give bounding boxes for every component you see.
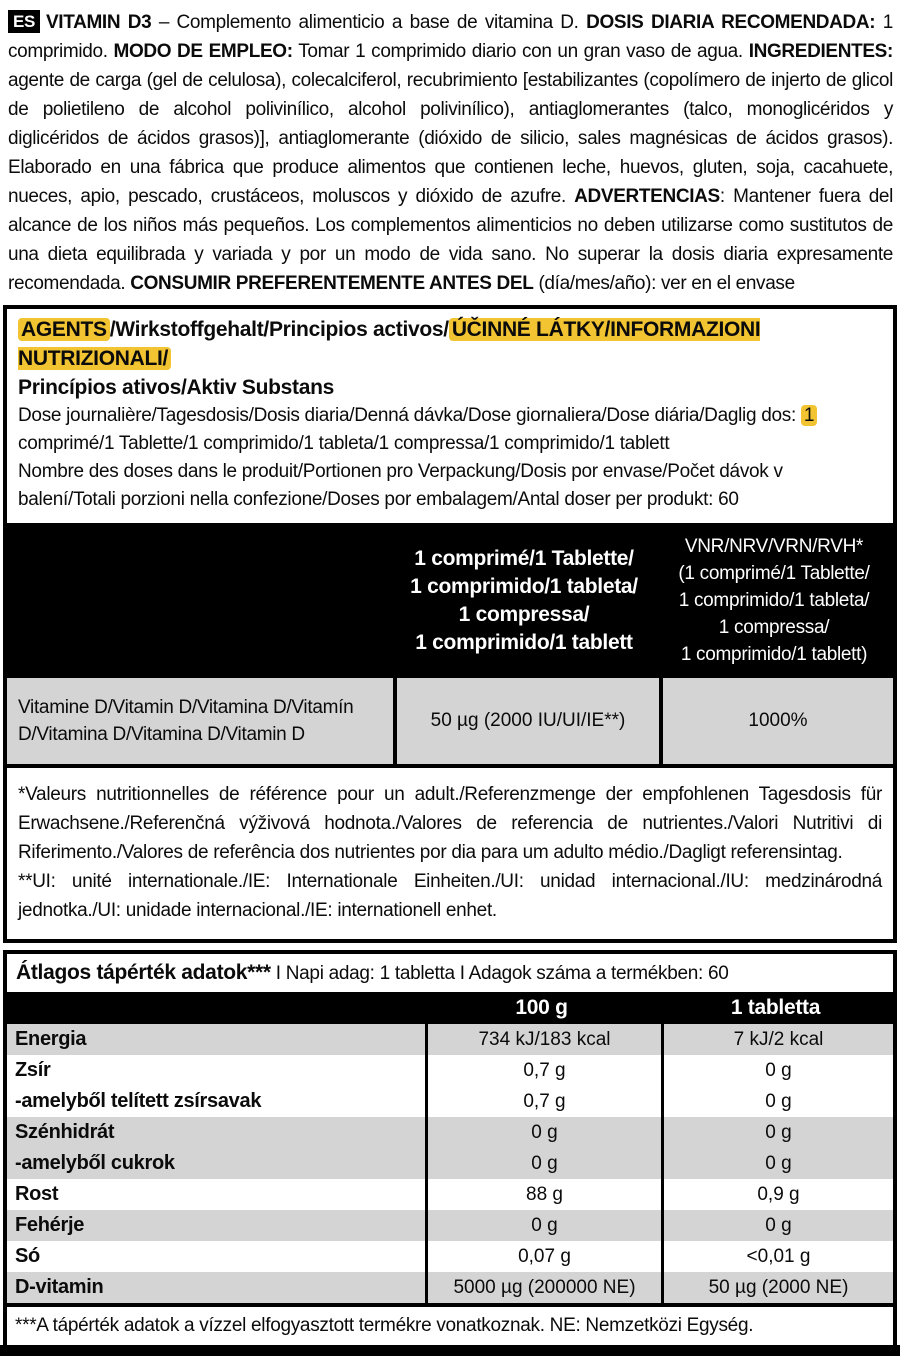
language-badge: ES — [8, 10, 40, 33]
row-pertab: 0 g — [661, 1055, 893, 1086]
nutrition-box — [3, 950, 897, 1351]
row-pertab: 0 g — [661, 1086, 893, 1117]
warnings-text: : Mantener fuera del alcance de los niños más pequeños. Los complementos alimenticios no deben utilizarse como sustitutos de una dieta equilibrada y variada y por un modo de vida sano. No superar la dosis diaria expresamente recomendada. — [8, 186, 894, 294]
nutrition-header-row — [7, 992, 893, 1024]
servings-line: Nombre des doses dans le produit/Portionen pro Verpackung/Dosis por envase/Počet dávok v balení/Totali porzioni nella confezione/Doses por embalagem/Antal doser per produkt: 60 — [18, 461, 783, 510]
nrv-header-line: 1 comprimido/1 tableta/ — [678, 590, 870, 611]
row-pertab: <0,01 g — [661, 1241, 893, 1272]
row-per100: 0,7 g — [425, 1086, 661, 1117]
row-label: Rost — [15, 1183, 59, 1205]
row-label: D-vitamin — [15, 1276, 104, 1298]
agents-heading-line2: Princípios ativos/Aktiv Substans — [18, 376, 334, 399]
nutrition-title-bold: Átlagos tápérték adatok*** — [16, 961, 271, 984]
footnote-international-units: **UI: unité internationale./IE: Internationale Einheiten./UI: unidad internacional./IU: medzinárodná jednotka./UI: unidade internacional./IE: internationell enhet. — [18, 871, 882, 921]
amount-header-line: 1 compressa/ — [458, 602, 590, 626]
row-label: Energia — [15, 1028, 87, 1050]
nutrition-title — [7, 954, 893, 992]
best-before-heading: CONSUMIR PREFERENTEMENTE ANTES DEL — [130, 273, 534, 294]
row-pertab: 7 kJ/2 kcal — [661, 1024, 893, 1055]
daily-dose-post: comprimé/1 Tablette/1 comprimido/1 tableta/1 compressa/1 comprimido/1 tablett — [18, 433, 670, 454]
row-label: Só — [15, 1245, 40, 1267]
bottom-black-bar — [0, 1345, 900, 1356]
row-label: Fehérje — [15, 1214, 85, 1236]
row-label: Zsír — [15, 1059, 51, 1081]
nutrition-row-energia — [7, 1024, 893, 1055]
agents-heading — [18, 315, 882, 373]
daily-dose-line — [18, 402, 882, 458]
nrv-header-line: (1 comprimé/1 Tablette/ — [678, 563, 870, 584]
row-pertab: 0,9 g — [661, 1179, 893, 1210]
nrv-header-line: 1 comprimido/1 tablett) — [680, 644, 868, 665]
recommended-dose-heading: DOSIS DIARIA RECOMENDADA: — [586, 12, 876, 33]
row-pertab: 0 g — [661, 1210, 893, 1241]
row-per100: 734 kJ/183 kcal — [425, 1024, 661, 1055]
row-per100: 0 g — [425, 1210, 661, 1241]
nutrition-row-cukrok — [7, 1148, 893, 1179]
usage-text: Tomar 1 comprimido diario con un gran vaso de agua. — [292, 41, 749, 62]
nutrition-header-1tabletta: 1 tabletta — [730, 996, 821, 1019]
nutrition-row-so — [7, 1241, 893, 1272]
nutrition-footnote: ***A tápérték adatok a vízzel elfogyasztott termékre vonatkoznak. NE: Nemzetközi Egység. — [7, 1303, 893, 1347]
nutrition-header-empty — [7, 992, 425, 1024]
intro-paragraph — [8, 8, 893, 298]
ingredients-text: agente de carga (gel de celulosa), colecalciferol, recubrimiento [estabilizantes (copolímero de injerto de glicol de polietileno de alcohol polivinílico, alcohol polivinílico), antiaglomerantes (talco, monoglicéridos y diglicéridos de ácidos grasos)], antiaglomerante (dióxido de silicio, sales magnésicas de ácidos grasos). Elaborado en una fábrica que produce alimentos que contienen leche, huevos, gluten, soja, cacahuete, nueces, apio, pescado, crustáceos, moluscos y dióxido de azufre. — [8, 70, 893, 207]
row-label: -amelyből telített zsírsavak — [15, 1090, 262, 1112]
dose-table-header — [7, 523, 893, 678]
daily-dose-pre: Dose journalière/Tagesdosis/Dosis diaria/Denná dávka/Dose giornaliera/Dose diária/Daglig dos: — [18, 405, 801, 426]
agents-heading-middle: /Wirkstoffgehalt/Principios activos/ — [109, 318, 449, 341]
reference-footnotes — [7, 768, 893, 939]
amount-header-line: 1 comprimé/1 Tablette/ — [414, 546, 634, 570]
row-pertab: 50 µg (2000 NE) — [661, 1272, 893, 1303]
row-pertab: 0 g — [661, 1117, 893, 1148]
vitamin-d-nrv: 1000% — [659, 678, 893, 764]
daily-dose-highlight: 1 — [801, 405, 817, 426]
nrv-header-line: VNR/NRV/VRN/RVH* — [684, 536, 864, 557]
row-per100: 0,7 g — [425, 1055, 661, 1086]
row-per100: 0,07 g — [425, 1241, 661, 1272]
dose-table-header-nrv — [655, 523, 893, 678]
nutrition-row-dvitamin — [7, 1272, 893, 1303]
row-label: -amelyből cukrok — [15, 1152, 175, 1174]
nutrition-row-rost — [7, 1179, 893, 1210]
agents-heading-highlight-2: ÚČINNÉ LÁTKY/INFORMAZIONI NUTRIZIONALI/ — [18, 318, 761, 370]
agents-heading-highlight-1: AGENTS — [18, 318, 110, 341]
nutrition-row-telitett-zsirsavak — [7, 1086, 893, 1117]
nutrition-row-zsir — [7, 1055, 893, 1086]
amount-header-line: 1 comprimido/1 tablett — [415, 630, 633, 654]
ingredients-heading: INGREDIENTES: — [748, 41, 893, 62]
row-pertab: 0 g — [661, 1148, 893, 1179]
intro-text: – Complemento alimenticio a base de vitamina D. — [151, 12, 587, 33]
nutrition-row-feherje — [7, 1210, 893, 1241]
warnings-heading: ADVERTENCIAS — [574, 186, 720, 207]
row-per100: 5000 µg (200000 NE) — [425, 1272, 661, 1303]
dose-table-header-amount — [393, 531, 655, 671]
row-per100: 0 g — [425, 1148, 661, 1179]
footnote-reference-values: *Valeurs nutritionnelles de référence pour un adult./Referenzmenge der empfohlenen Tagesdosis für Erwachsene./Referenčná výživová hodnota./Valores de referencia de nutrientes./Valori Nutritivi di Riferimento./Valores de referência dos nutrientes por dia para um adulto médio./Dagligt referensintag. — [18, 784, 882, 863]
nutrition-title-rest: I Napi adag: 1 tabletta I Adagok száma a termékben: 60 — [270, 963, 729, 984]
best-before-text: (día/mes/año): ver en el envase — [533, 273, 795, 294]
amount-header-line: 1 comprimido/1 tableta/ — [410, 574, 638, 598]
nutrition-header-100g: 100 g — [515, 996, 568, 1019]
vitamin-d-label: Vitamine D/Vitamin D/Vitamina D/Vitamín D/Vitamina D/Vitamina D/Vitamin D — [18, 697, 354, 745]
recommended-dose-text: 1 comprimido. — [8, 12, 894, 62]
usage-heading: MODO DE EMPLEO: — [113, 41, 293, 62]
active-substances-box — [3, 305, 897, 943]
vitamin-d-amount: 50 µg (2000 IU/UI/IE**) — [393, 678, 659, 764]
row-per100: 88 g — [425, 1179, 661, 1210]
row-per100: 0 g — [425, 1117, 661, 1148]
product-name: VITAMIN D3 — [45, 12, 152, 33]
nutrition-row-szenhidrat — [7, 1117, 893, 1148]
vitamin-d-row — [7, 678, 893, 768]
row-label: Szénhidrát — [15, 1121, 115, 1143]
nrv-header-line: 1 compressa/ — [718, 617, 830, 638]
